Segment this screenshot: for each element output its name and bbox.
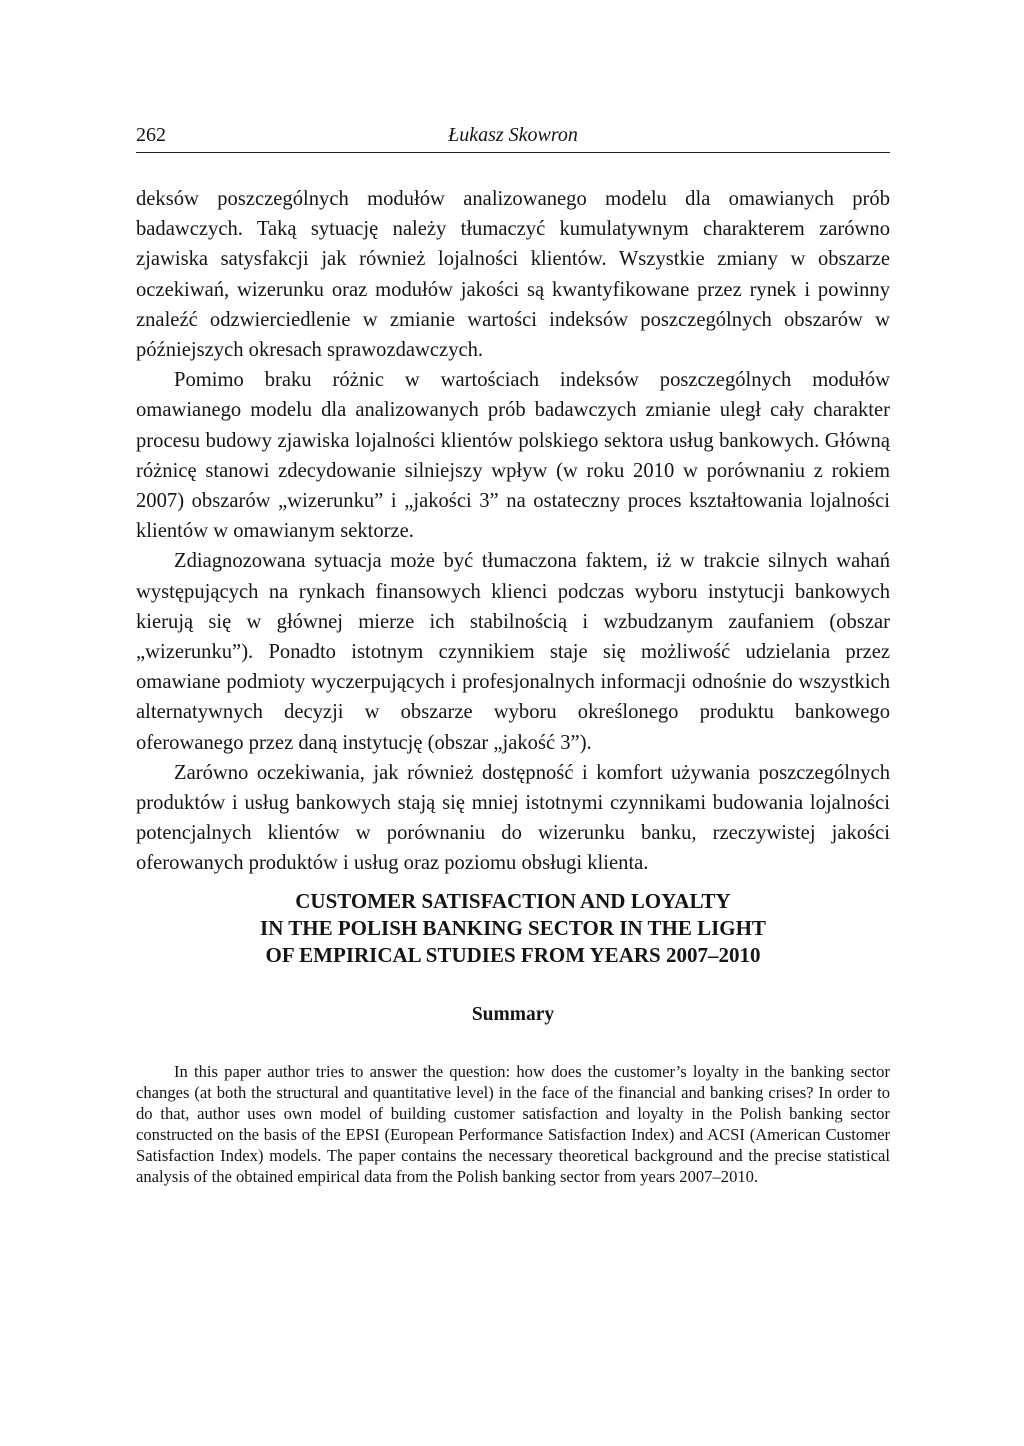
main-body-text	[136, 184, 890, 879]
title-line-1: CUSTOMER SATISFACTION AND LOYALTY	[295, 889, 731, 913]
running-header	[136, 122, 890, 153]
summary-heading: Summary	[471, 1004, 555, 1025]
running-header-author: Łukasz Skowron	[448, 124, 578, 146]
english-article-title	[136, 888, 890, 969]
body-paragraph-4: Zarówno oczekiwania, jak również dostępność i komfort używania poszczególnych produktów i usług bankowych stają się mniej istotnymi czynnikami budowania lojalności potencjalnych klientów w porównaniu do wizerunku banku, rzeczywistej jakości oferowanych produktów i usług oraz poziomu obsługi klienta.	[136, 761, 890, 875]
page-number: 262	[136, 124, 166, 146]
title-line-2: IN THE POLISH BANKING SECTOR IN THE LIGHT	[260, 916, 766, 940]
summary-paragraph: In this paper author tries to answer the question: how does the customer’s loyalty in the banking sector changes (at both the structural and quantitative level) in the face of the financial and banking crises? In order to do that, author uses own model of building customer satisfaction and loyalty in the Polish banking sector constructed on the basis of the EPSI (European Performance Satisfaction Index) and ACSI (American Customer Satisfaction Index) models. The paper contains the necessary theoretical background and the precise statistical analysis of the obtained empirical data from the Polish banking sector from years 2007–2010.	[136, 1062, 890, 1186]
title-line-3: OF EMPIRICAL STUDIES FROM YEARS 2007–2010	[265, 943, 761, 967]
book-page	[136, 0, 890, 1446]
body-paragraph-3: Zdiagnozowana sytuacja może być tłumaczona faktem, iż w trakcie silnych wahań występujących na rynkach finansowych klienci podczas wyboru instytucji bankowych kierują się w głównej mierze ich stabilnością i wzbudzanym zaufaniem (obszar „wizerunku”). Ponadto istotnym czynnikiem staje się możliwość udzielania przez omawiane podmioty wyczerpujących i profesjonalnych informacji odnośnie do wszystkich alternatywnych decyzji w obszarze wyboru określonego produktu bankowego oferowanego przez daną instytucję (obszar „jakość 3”).	[136, 550, 890, 754]
english-summary-section	[136, 888, 890, 1187]
body-paragraph-2: Pomimo braku różnic w wartościach indeksów poszczególnych modułów omawianego modelu dla analizowanych prób badawczych zmianie uległ cały charakter procesu budowy zjawiska lojalności klientów polskiego sektora usług bankowych. Główną różnicę stanowi zdecydowanie silniejszy wpływ (w roku 2010 w porównaniu z rokiem 2007) obszarów „wizerunku” i „jakości 3” na ostateczny proces kształtowania lojalności klientów w omawianym sektorze.	[136, 369, 890, 543]
body-paragraph-1: deksów poszczególnych modułów analizowanego modelu dla omawianych prób badawczych. Taką sytuację należy tłumaczyć kumulatywnym charakterem zarówno zjawiska satysfakcji jak również lojalności klientów. Wszystkie zmiany w obszarze oczekiwań, wizerunku oraz modułów jakości są kwantyfikowane przez rynek i powinny znaleźć odzwierciedlenie w zmianie wartości indeksów poszczególnych obszarów w późniejszych okresach sprawozdawczych.	[136, 188, 890, 362]
